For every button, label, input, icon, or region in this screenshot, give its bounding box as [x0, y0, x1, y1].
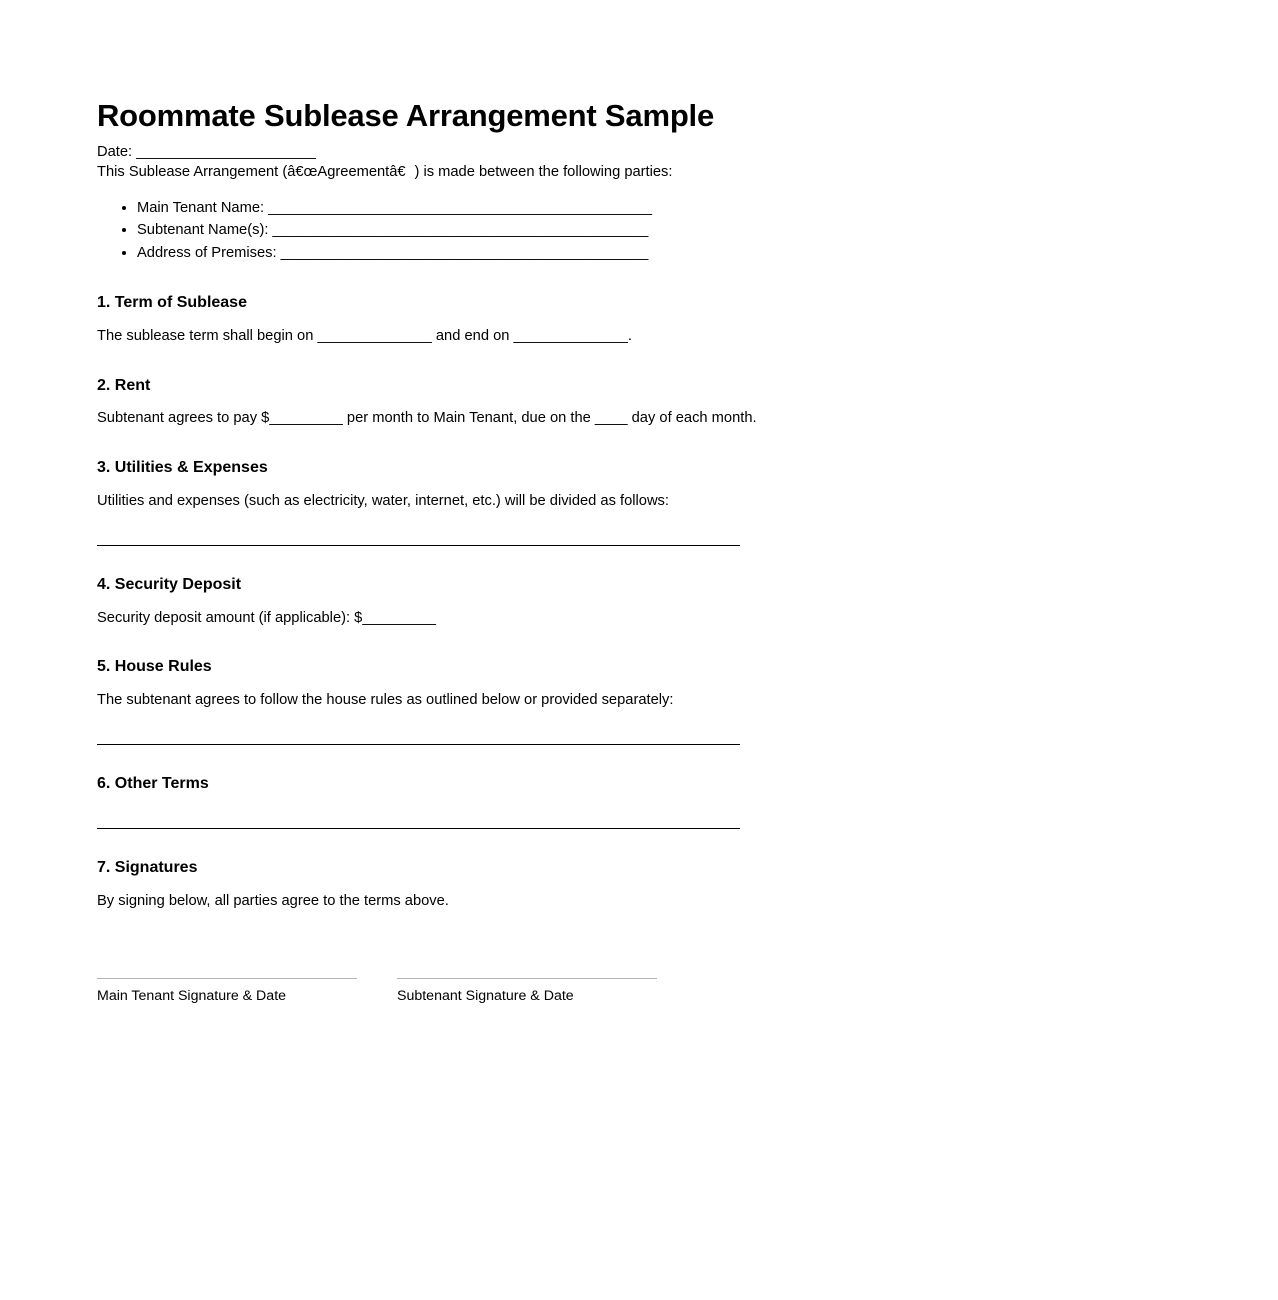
party-label: Main Tenant Name: [137, 199, 269, 216]
parties-list [97, 197, 740, 264]
deposit-amount-blank[interactable]: _________ [362, 609, 436, 626]
document-body [97, 97, 757, 1006]
section-heading-rent: 2. Rent [97, 376, 151, 394]
rent-text-mid: per month to Main Tenant, due on the [342, 410, 595, 427]
intro-paragraph: This Sublease Arrangement (â€œAgreementâ€) is made between the following parties: [97, 164, 673, 181]
term-end-blank[interactable]: ______________ [513, 327, 628, 344]
section-heading-term-of-sublease: 1. Term of Sublease [97, 293, 247, 311]
list-item [137, 197, 740, 219]
term-text-pre: The sublease term shall begin on [97, 327, 318, 344]
section-heading-house-rules: 5. House Rules [97, 658, 212, 676]
main-tenant-signature-caption: Main Tenant Signature & Date [97, 987, 287, 1004]
rent-text-pre: Subtenant agrees to pay $ [97, 410, 270, 427]
section-heading-security-deposit: 4. Security Deposit [97, 575, 242, 593]
list-item [137, 219, 740, 241]
section-heading-other-terms: 6. Other Terms [97, 775, 209, 793]
subtenant-signature-line[interactable] [397, 978, 657, 979]
main-tenant-signature-line[interactable] [97, 978, 357, 979]
page-title: Roommate Sublease Arrangement Sample [97, 98, 715, 133]
term-text-mid: and end on [431, 327, 514, 344]
rent-text-post: day of each month. [627, 410, 757, 427]
rent-amount-blank[interactable]: _________ [269, 410, 343, 427]
term-text-post: . [627, 327, 632, 344]
section-body-rent [97, 409, 757, 429]
house-rules-fill-rule[interactable] [97, 744, 740, 745]
section-heading-utilities-expenses: 3. Utilities & Expenses [97, 459, 268, 477]
section-body-signatures: By signing below, all parties agree to the terms above. [97, 892, 449, 909]
section-body-house-rules: The subtenant agrees to follow the house rules as outlined below or provided separately: [97, 692, 674, 709]
list-item [137, 242, 740, 264]
signature-block [97, 978, 740, 1006]
section-heading-signatures: 7. Signatures [97, 858, 198, 876]
date-blank[interactable]: ______________________ [136, 144, 316, 161]
rent-day-blank[interactable]: ____ [594, 410, 628, 427]
signature-column-subtenant [397, 978, 657, 1006]
party-label: Subtenant Name(s): [137, 222, 273, 239]
date-label: Date: [97, 144, 137, 161]
utilities-fill-rule[interactable] [97, 545, 740, 546]
deposit-text-pre: Security deposit amount (if applicable): $ [97, 609, 363, 626]
party-blank[interactable]: _______________________________________________ [268, 199, 653, 216]
section-body-utilities-expenses: Utilities and expenses (such as electricity, water, internet, etc.) will be divided as follows: [97, 492, 669, 509]
term-start-blank[interactable]: ______________ [317, 327, 432, 344]
section-body-term-of-sublease [97, 327, 740, 347]
party-label: Address of Premises: [137, 244, 281, 261]
party-blank[interactable]: ______________________________________________ [272, 222, 649, 239]
signature-column-main-tenant [97, 978, 357, 1006]
subtenant-signature-caption: Subtenant Signature & Date [397, 987, 574, 1004]
section-body-security-deposit [97, 609, 740, 629]
party-blank[interactable]: _____________________________________________ [280, 244, 649, 261]
date-line [97, 143, 740, 163]
other-terms-fill-rule[interactable] [97, 828, 740, 829]
